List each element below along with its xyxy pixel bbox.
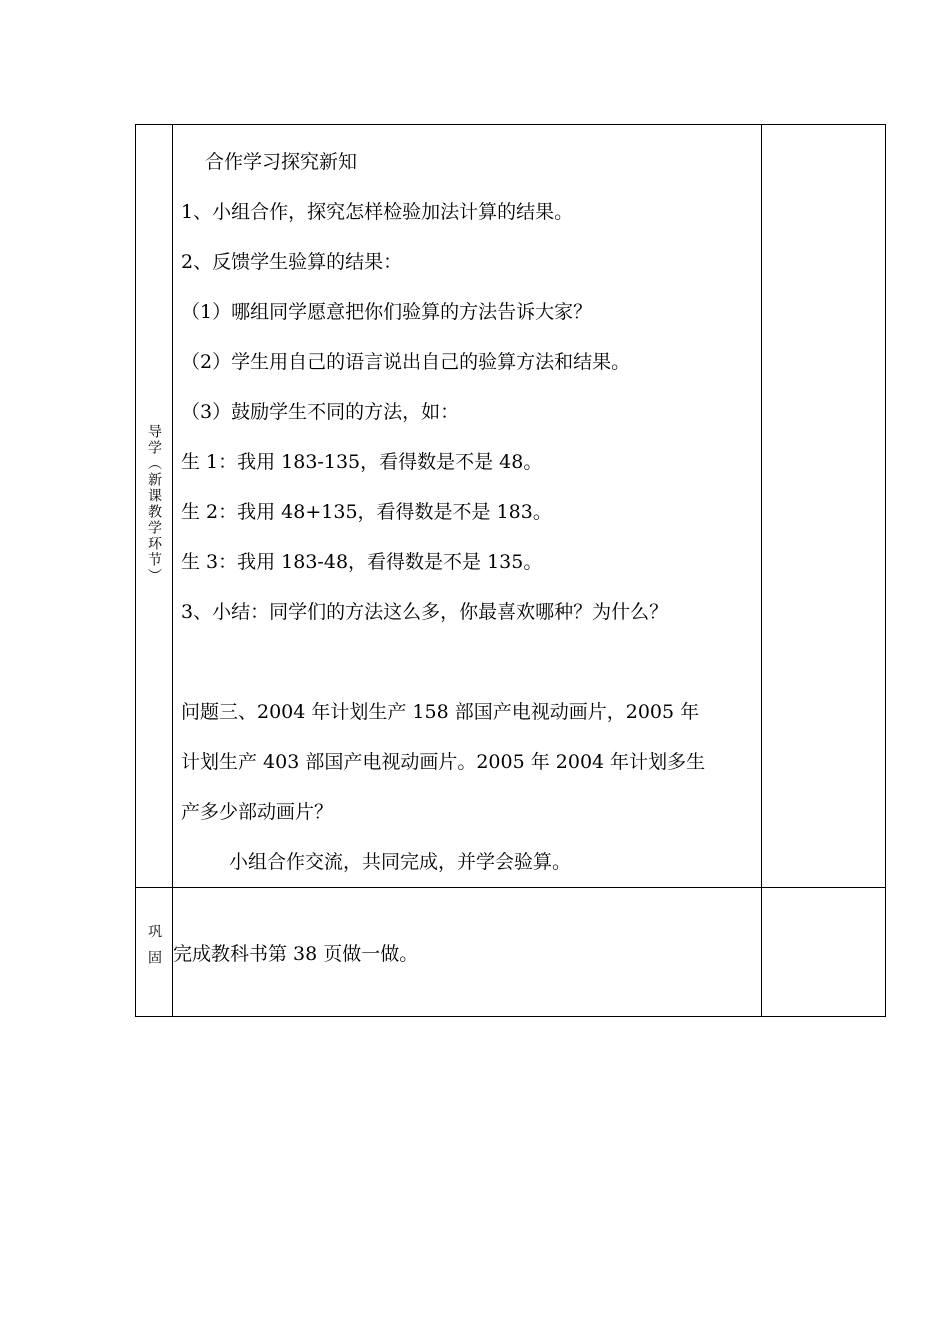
student-2-text: 生 2：我用 48+135，看得数是不是 183。 (181, 501, 552, 523)
section-label-cell (136, 125, 173, 888)
side-cell-empty (762, 125, 886, 888)
step-1-text: 1、小组合作，探究怎样检验加法计算的结果。 (181, 201, 574, 223)
blank-line (181, 637, 761, 687)
section-label-cell-2 (136, 888, 173, 1017)
table-row-daoxue (136, 125, 886, 888)
student-1-text: 生 1：我用 183-135，看得数是不是 48。 (181, 451, 543, 473)
question-2-text: （2）学生用自己的语言说出自己的验算方法和结果。 (181, 351, 631, 373)
problem-line-2: 计划生产 403 部国产电视动画片。2005 年 2004 年计划多生 (181, 751, 706, 773)
consolidate-task-text: 完成教科书第 38 页做一做。 (173, 942, 419, 965)
group-work-text: 小组合作交流，共同完成，并学会验算。 (229, 851, 572, 873)
section-label-daoxue: 导学（新课教学环节） (146, 424, 162, 584)
section-label-gonggu: 巩固 (146, 924, 162, 976)
main-content-daoxue (173, 125, 761, 887)
problem-line-3: 产多少部动画片？ (181, 801, 334, 823)
side-cell-empty-2 (762, 888, 886, 1017)
section-heading: 合作学习探究新知 (205, 151, 358, 173)
step-3-text: 3、小结：同学们的方法这么多，你最喜欢哪种？为什么？ (181, 601, 669, 623)
problem-line-1: 问题三、2004 年计划生产 158 部国产电视动画片，2005 年 (181, 701, 700, 723)
student-3-text: 生 3：我用 183-48，看得数是不是 135。 (181, 551, 543, 573)
lesson-plan-table (135, 124, 886, 1017)
main-content-cell (173, 125, 762, 888)
consolidate-cell (173, 888, 762, 1017)
question-3-text: （3）鼓励学生不同的方法，如： (181, 401, 460, 423)
step-2-text: 2、反馈学生验算的结果： (181, 251, 403, 273)
table-row-gonggu (136, 888, 886, 1017)
question-1-text: （1）哪组同学愿意把你们验算的方法告诉大家？ (181, 301, 593, 323)
